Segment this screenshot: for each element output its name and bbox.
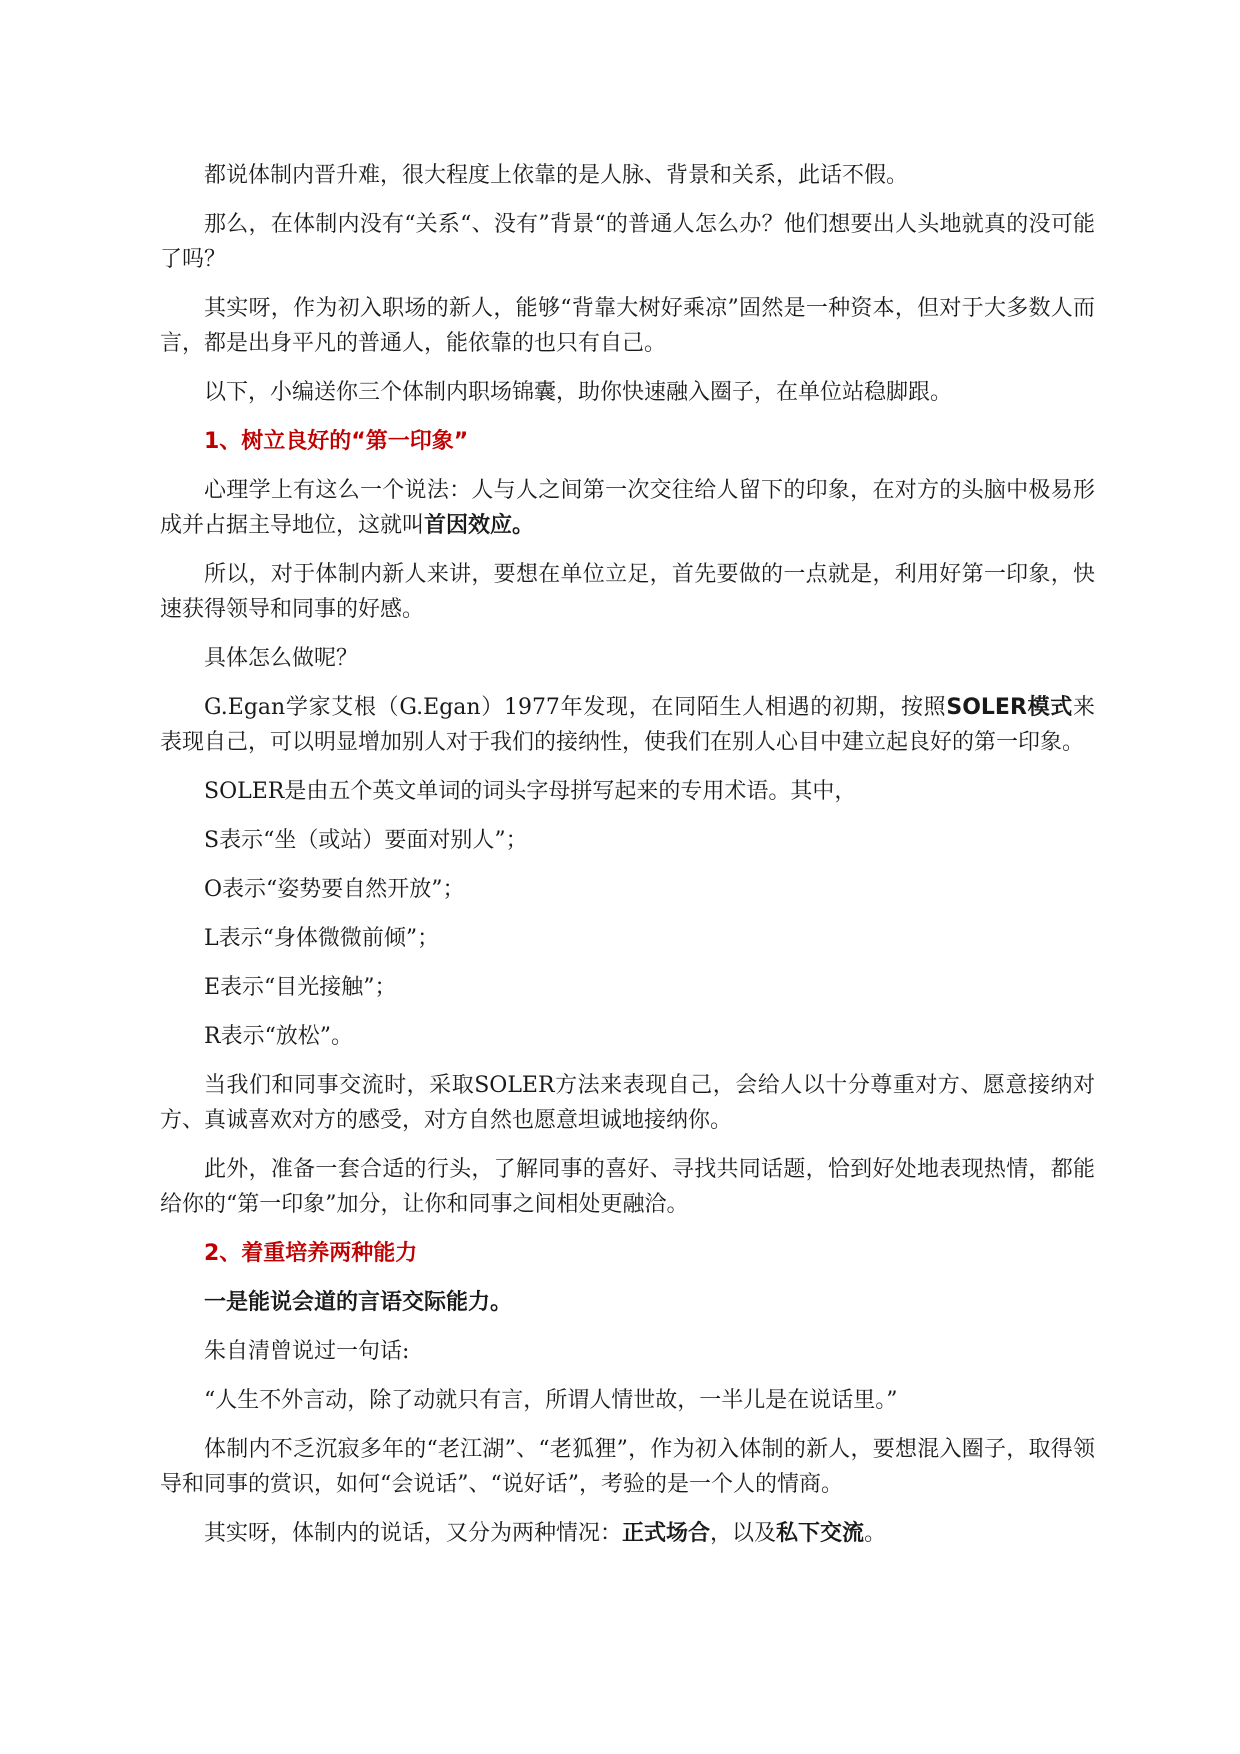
paragraph-quote: “人生不外言动，除了动就只有言，所谓人情世故，一半儿是在说话里。” bbox=[204, 1388, 898, 1413]
paragraph-egan bbox=[160, 690, 1095, 760]
section-heading-first-impression: 1、树立良好的“第一印象” bbox=[204, 429, 469, 454]
paragraph-self-reliance: 其实呀，作为初入职场的新人，能够“背靠大树好乘凉”固然是一种资本，但对于大多数人而言，都是出身平凡的普通人，能依靠的也只有自己。 bbox=[160, 296, 1095, 356]
paragraph-zhu-ziqing: 朱自清曾说过一句话: bbox=[204, 1339, 410, 1364]
paragraph-soler-definition: SOLER是由五个英文单词的词头字母拼写起来的专用术语。其中， bbox=[204, 779, 857, 804]
document-page bbox=[160, 158, 1095, 1565]
paragraph-extra-tips: 此外，准备一套合适的行头，了解同事的喜好、寻找共同话题，恰到好处地表现热情，都能给你的“第一印象”加分，让你和同事之间相处更融洽。 bbox=[160, 1157, 1095, 1217]
egan-text-c: 来表现自己，可以明显增加别人对于我们的接纳性，使我们在别人心目中建立起良好的第一印象。 bbox=[160, 695, 1095, 755]
formal-occasion-term: 正式场合 bbox=[622, 1521, 711, 1546]
paragraph-question: 那么，在体制内没有“关系“、没有”背景“的普通人怎么办？他们想要出人头地就真的没可能了吗？ bbox=[160, 212, 1095, 272]
soler-item-l: L表示“身体微微前倾”； bbox=[204, 926, 440, 951]
situations-text-c: ，以及 bbox=[710, 1521, 777, 1546]
private-communication-term: 私下交流 bbox=[776, 1521, 865, 1546]
situations-text-a: 其实呀，体制内的说话，又分为两种情况： bbox=[204, 1521, 623, 1546]
situations-text-e: 。 bbox=[864, 1521, 887, 1546]
paragraph-tips-intro: 以下，小编送你三个体制内职场锦囊，助你快速融入圈子，在单位站稳脚跟。 bbox=[204, 380, 953, 405]
soler-item-e: E表示“目光接触”； bbox=[204, 975, 397, 1000]
section-heading-two-abilities: 2、着重培养两种能力 bbox=[204, 1241, 418, 1266]
primacy-effect-term: 首因效应。 bbox=[424, 513, 535, 538]
paragraph-primacy-effect bbox=[160, 473, 1095, 543]
paragraph-soler-application: 当我们和同事交流时，采取SOLER方法来表现自己，会给人以十分尊重对方、愿意接纳对方、真诚喜欢对方的感受，对方自然也愿意坦诚地接纳你。 bbox=[160, 1073, 1095, 1133]
egan-text-a: G.Egan学家艾根（G.Egan）1977年发现，在同陌生人相遇的初期，按照 bbox=[204, 695, 947, 720]
soler-item-s: S表示“坐（或站）要面对别人”； bbox=[204, 828, 528, 853]
soler-item-o: O表示“姿势要自然开放”； bbox=[204, 877, 465, 902]
soler-model-term: SOLER模式 bbox=[946, 695, 1073, 720]
paragraph-use-first-impression: 所以，对于体制内新人来讲，要想在单位立足，首先要做的一点就是，利用好第一印象，快速获得领导和同事的好感。 bbox=[160, 562, 1095, 622]
soler-item-r: R表示“放松”。 bbox=[204, 1024, 354, 1049]
paragraph-how-to: 具体怎么做呢？ bbox=[204, 646, 359, 671]
primacy-effect-text: 心理学上有这么一个说法：人与人之间第一次交往给人留下的印象，在对方的头脑中极易形成并占据主导地位，这就叫 bbox=[160, 478, 1095, 538]
paragraph-intro: 都说体制内晋升难，很大程度上依靠的是人脉、背景和关系，此话不假。 bbox=[204, 163, 909, 188]
paragraph-eq: 体制内不乏沉寂多年的“老江湖”、“老狐狸”，作为初入体制的新人，要想混入圈子，取得领导和同事的赏识，如何“会说话”、“说好话”，考验的是一个人的情商。 bbox=[160, 1437, 1095, 1497]
paragraph-two-situations bbox=[160, 1516, 1095, 1551]
subheading-speaking-ability: 一是能说会道的言语交际能力。 bbox=[204, 1290, 513, 1315]
